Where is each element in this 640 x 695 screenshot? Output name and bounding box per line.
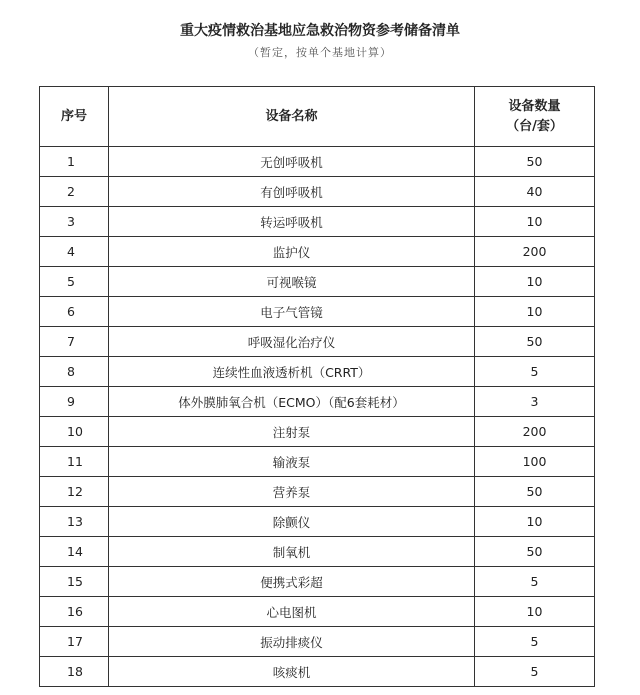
row-index: 5	[40, 267, 109, 297]
row-index: 7	[40, 327, 109, 357]
row-index: 2	[40, 177, 109, 207]
row-index: 11	[40, 447, 109, 477]
row-quantity: 10	[475, 267, 595, 297]
row-quantity: 200	[475, 417, 595, 447]
row-quantity: 50	[475, 477, 595, 507]
row-index: 12	[40, 477, 109, 507]
row-name: 输液泵	[109, 447, 475, 477]
row-quantity: 5	[475, 627, 595, 657]
row-quantity: 50	[475, 147, 595, 177]
row-name: 电子气管镜	[109, 297, 475, 327]
row-quantity: 10	[475, 597, 595, 627]
row-name: 除颤仪	[109, 507, 475, 537]
row-name: 振动排痰仪	[109, 627, 475, 657]
table-body	[40, 147, 595, 687]
row-index: 4	[40, 237, 109, 267]
table-row	[40, 597, 595, 627]
row-index: 17	[40, 627, 109, 657]
header-name: 设备名称	[109, 87, 475, 147]
header-quantity	[475, 87, 595, 147]
row-quantity: 40	[475, 177, 595, 207]
row-quantity: 200	[475, 237, 595, 267]
row-name: 制氧机	[109, 537, 475, 567]
table-row	[40, 537, 595, 567]
table-row	[40, 567, 595, 597]
document-title: 重大疫情救治基地应急救治物资参考储备清单	[180, 23, 460, 39]
document-subtitle: （暂定，按单个基地计算）	[248, 46, 392, 59]
row-quantity: 5	[475, 657, 595, 687]
row-index: 15	[40, 567, 109, 597]
row-quantity: 10	[475, 507, 595, 537]
row-index: 13	[40, 507, 109, 537]
table-row	[40, 177, 595, 207]
row-name: 心电图机	[109, 597, 475, 627]
table-row	[40, 357, 595, 387]
table-row	[40, 627, 595, 657]
row-index: 6	[40, 297, 109, 327]
row-quantity: 50	[475, 537, 595, 567]
row-quantity: 10	[475, 297, 595, 327]
row-name: 无创呼吸机	[109, 147, 475, 177]
header-index: 序号	[40, 87, 109, 147]
table-row	[40, 267, 595, 297]
table-header-row	[40, 87, 595, 147]
header-quantity-line2: （台/套）	[506, 118, 563, 134]
table-row	[40, 417, 595, 447]
row-name: 可视喉镜	[109, 267, 475, 297]
row-quantity: 5	[475, 357, 595, 387]
table-row	[40, 207, 595, 237]
header-quantity-line1: 设备数量	[508, 98, 561, 114]
row-index: 8	[40, 357, 109, 387]
equipment-table	[39, 86, 595, 687]
row-index: 18	[40, 657, 109, 687]
table-row	[40, 147, 595, 177]
row-index: 14	[40, 537, 109, 567]
row-index: 10	[40, 417, 109, 447]
row-index: 16	[40, 597, 109, 627]
row-quantity: 10	[475, 207, 595, 237]
row-name: 体外膜肺氧合机（ECMO）（配6套耗材）	[109, 387, 475, 417]
row-quantity: 50	[475, 327, 595, 357]
row-name: 营养泵	[109, 477, 475, 507]
row-name: 有创呼吸机	[109, 177, 475, 207]
table-row	[40, 447, 595, 477]
table-row	[40, 327, 595, 357]
table-row	[40, 297, 595, 327]
row-index: 3	[40, 207, 109, 237]
table-row	[40, 507, 595, 537]
row-name: 转运呼吸机	[109, 207, 475, 237]
row-name: 咳痰机	[109, 657, 475, 687]
row-quantity: 5	[475, 567, 595, 597]
row-name: 呼吸湿化治疗仪	[109, 327, 475, 357]
row-name: 监护仪	[109, 237, 475, 267]
row-index: 9	[40, 387, 109, 417]
row-name: 注射泵	[109, 417, 475, 447]
table-row	[40, 237, 595, 267]
row-quantity: 3	[475, 387, 595, 417]
row-index: 1	[40, 147, 109, 177]
row-name: 便携式彩超	[109, 567, 475, 597]
table-row	[40, 477, 595, 507]
table-row	[40, 387, 595, 417]
table-row	[40, 657, 595, 687]
row-quantity: 100	[475, 447, 595, 477]
row-name: 连续性血液透析机（CRRT）	[109, 357, 475, 387]
